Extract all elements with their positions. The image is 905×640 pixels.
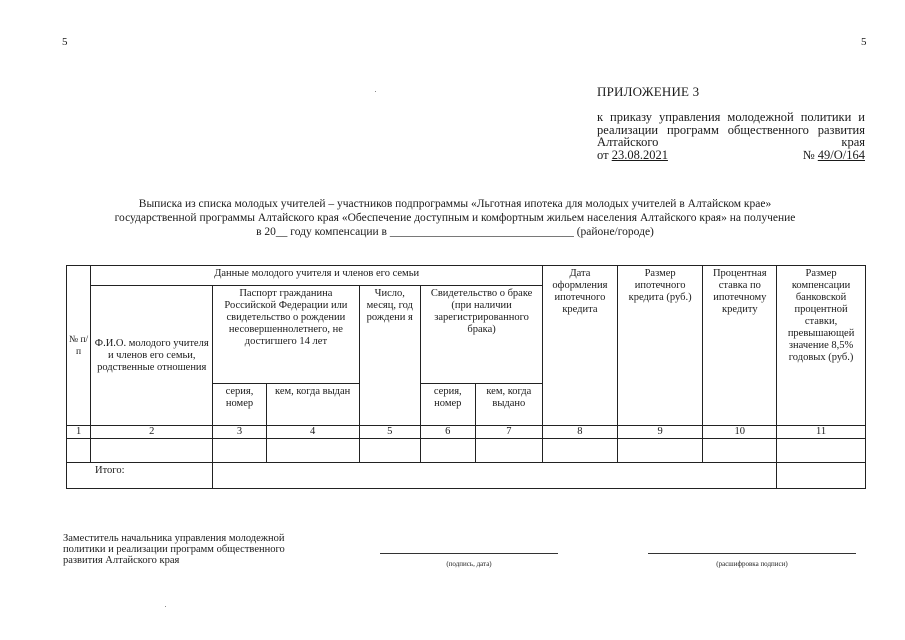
signature-line (380, 553, 558, 554)
col-number: 3 (213, 426, 266, 439)
empty-cell (617, 439, 703, 463)
col-marriage: Свидетельство о браке (при наличии зарегистрированного брака) (421, 286, 543, 384)
col-rate: Процентная ставка по ипотечному кредиту (703, 266, 777, 426)
empty-cell (421, 439, 475, 463)
beneficiaries-table (66, 265, 866, 489)
col-size: Размер ипотечного кредита (руб.) (617, 266, 703, 426)
extract-line-3: в 20__ году компенсации в ________________________________ (районе/городе) (256, 226, 654, 238)
col-number: 5 (359, 426, 421, 439)
col-no: № п/п (67, 266, 91, 426)
col-number: 11 (777, 426, 866, 439)
table-row-empty (67, 439, 866, 463)
empty-cell (91, 439, 213, 463)
sub-series-2: серия, номер (421, 384, 475, 426)
page-number-left: 5 (62, 36, 68, 48)
col-number: 7 (475, 426, 543, 439)
total-label: Итого: (67, 463, 213, 489)
appendix-date: 23.08.2021 (611, 147, 668, 162)
name-line (648, 553, 856, 554)
sub-issued-n: кем, когда выдано (475, 384, 543, 426)
total-value-cell (777, 463, 866, 489)
signature-caption: (подпись, дата) (446, 560, 492, 568)
total-span-cell (213, 463, 777, 489)
extract-line-2: государственной программы Алтайского края «Обеспечение доступным и комфортным жильем населения Алтайского края» на получение (114, 212, 796, 224)
number-prefix: № (802, 147, 815, 162)
col-number: 10 (703, 426, 777, 439)
extract-heading (70, 197, 840, 239)
extract-line-1: Выписка из списка молодых учителей – участников подпрограммы «Льготная ипотека для молодых учителей в Алтайском крае» (138, 198, 772, 210)
appendix-date-field (597, 149, 668, 162)
empty-cell (213, 439, 266, 463)
col-passport: Паспорт гражданина Российской Федерации или свидетельство о рождении несовершеннолетнего, не достигшего 14 лет (213, 286, 359, 384)
col-date: Дата оформления ипотечного кредита (543, 266, 618, 426)
name-caption: (расшифровка подписи) (716, 560, 788, 568)
total-row (67, 463, 866, 489)
scan-speck (375, 91, 376, 92)
column-numbers-row (67, 426, 866, 439)
col-comp: Размер компенсации банковской процентной ставки, превышающей значение 8,5% годовых (руб.) (777, 266, 866, 426)
scan-speck (165, 606, 166, 607)
appendix-body (597, 111, 865, 161)
appendix-number: 49/О/164 (817, 147, 865, 162)
empty-cell (703, 439, 777, 463)
empty-cell (266, 439, 359, 463)
col-number: 4 (266, 426, 359, 439)
date-prefix: от (597, 147, 609, 162)
empty-cell (67, 439, 91, 463)
empty-cell (777, 439, 866, 463)
group-header: Данные молодого учителя и членов его семьи (91, 266, 543, 286)
sub-issued-m: кем, когда выдан (266, 384, 359, 426)
col-number: 9 (617, 426, 703, 439)
signatory-position: Заместитель начальника управления молодежной политики и реализации программ общественного развития Алтайского края (63, 533, 285, 566)
empty-cell (359, 439, 421, 463)
empty-cell (543, 439, 618, 463)
col-name: Ф.И.О. молодого учителя и членов его семьи, родственные отношения (91, 286, 213, 426)
appendix-title: ПРИЛОЖЕНИЕ 3 (597, 84, 700, 99)
appendix-date-row (597, 149, 865, 162)
empty-cell (475, 439, 543, 463)
col-number: 2 (91, 426, 213, 439)
col-number: 1 (67, 426, 91, 439)
sub-series: серия, номер (213, 384, 266, 426)
col-number: 6 (421, 426, 475, 439)
appendix-text: к приказу управления молодежной политики и реализации программ общественного развития Алтайского края (597, 110, 865, 149)
col-number: 8 (543, 426, 618, 439)
page-number-right: 5 (861, 36, 867, 48)
col-birth: Число, месяц, год рождени я (359, 286, 421, 426)
appendix-number-field (803, 149, 865, 162)
